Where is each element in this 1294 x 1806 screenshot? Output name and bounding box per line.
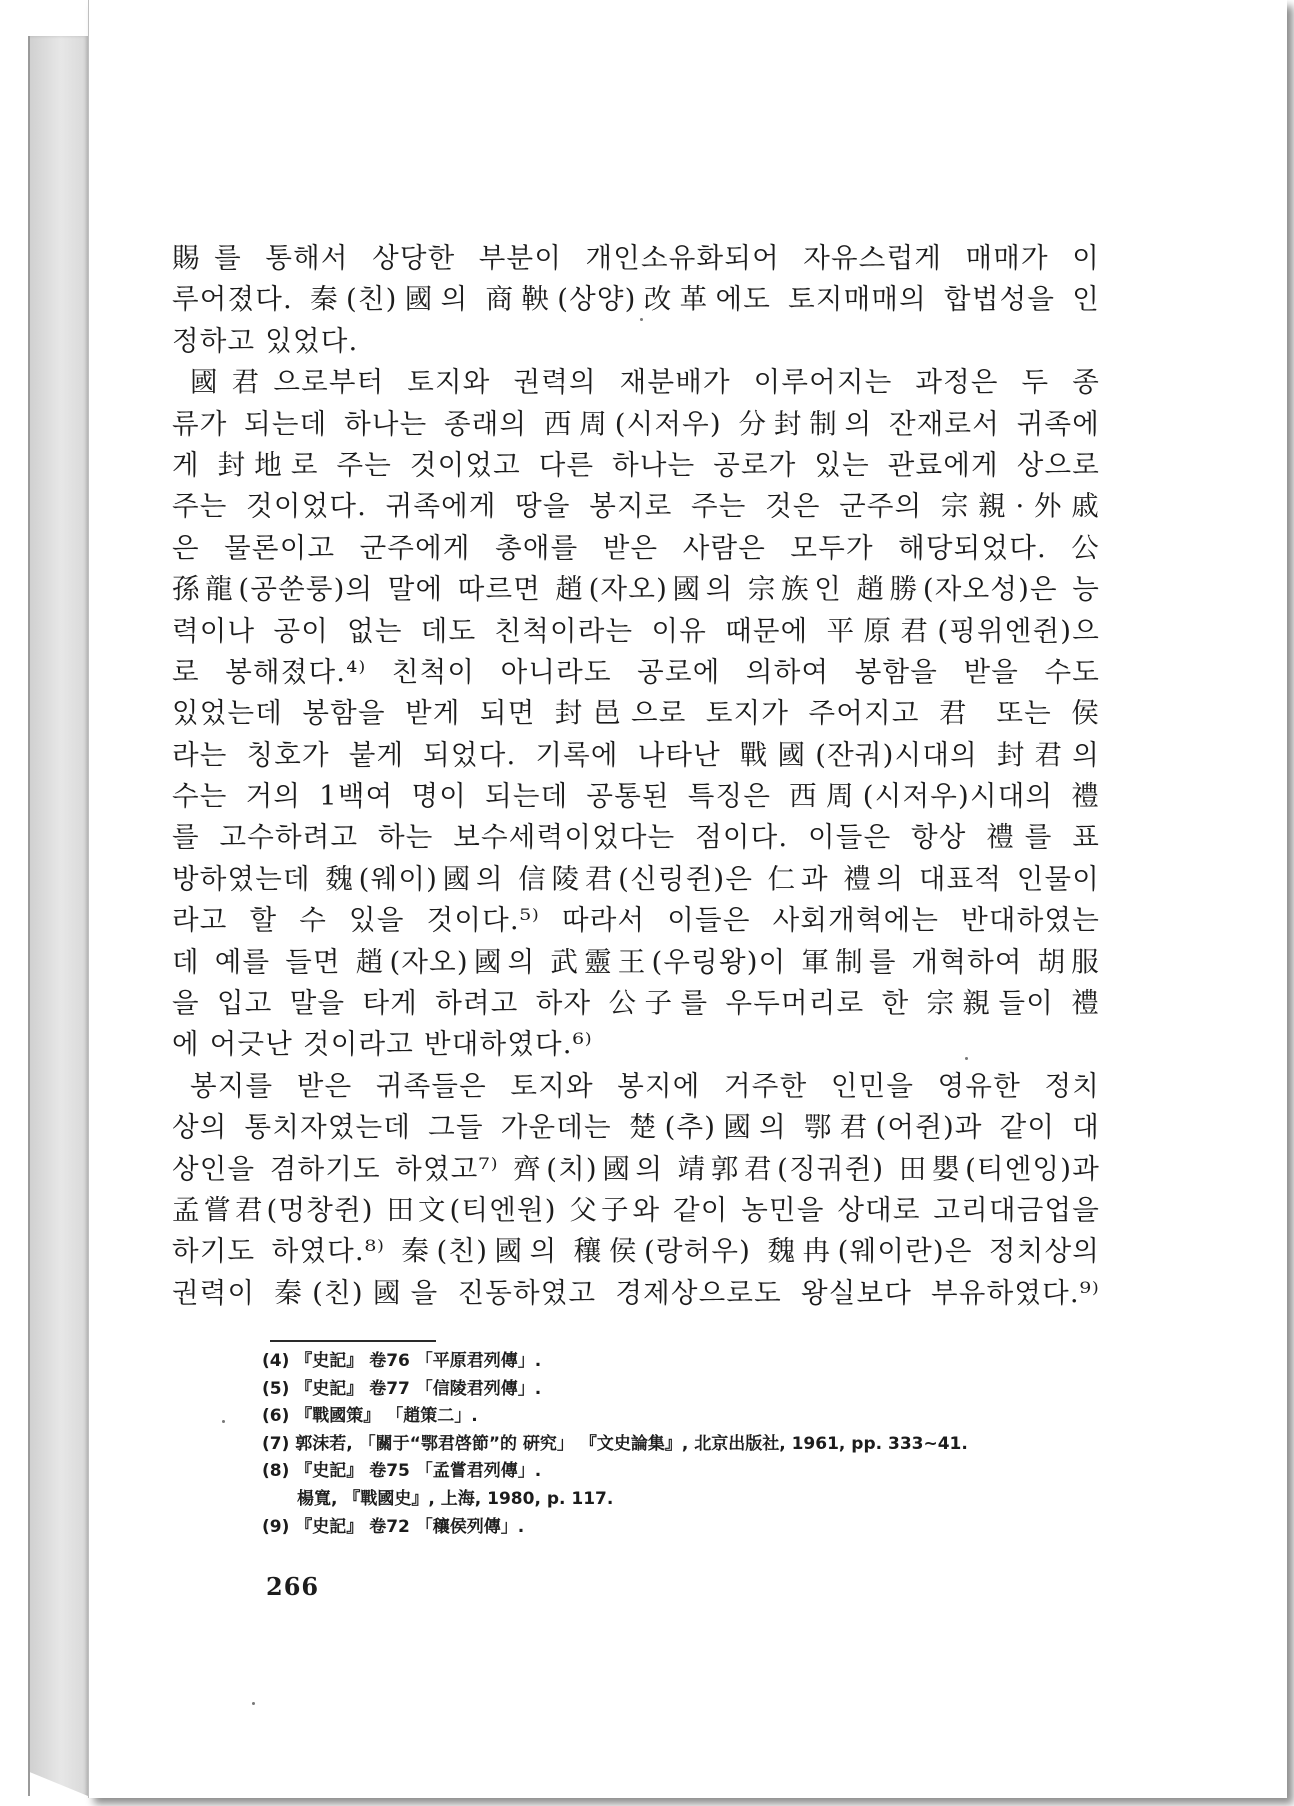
footnote-divider <box>270 1340 436 1342</box>
body-line: 봉지를 받은 귀족들은 토지와 봉지에 거주한 인민을 영유한 정치 <box>190 1069 1100 1102</box>
body-line: 에 어긋난 것이라고 반대하였다.⁶⁾ <box>172 1028 593 1061</box>
body-line: 상의 통치자였는데 그들 가운데는 楚(추)國의 鄂君(어쥔)과 같이 대 <box>172 1111 1100 1144</box>
footnote-8-continuation: 楊寬, 『戰國史』, 上海, 1980, p. 117. <box>297 1488 614 1509</box>
body-line: 을 입고 말을 타게 하려고 하자 公子를 우두머리로 한 宗親들이 禮 <box>172 987 1100 1020</box>
scan-speck <box>252 1702 255 1705</box>
body-line: 수는 거의 1백여 명이 되는데 공통된 특징은 西周(시저우)시대의 禮 <box>172 780 1100 813</box>
scan-speck <box>222 1420 225 1423</box>
body-line: 권력이 秦(친)國을 진동하였고 경제상으로도 왕실보다 부유하였다.⁹⁾ <box>172 1276 1100 1309</box>
footnote-4: (4) 『史記』 卷76 「平原君列傳」. <box>262 1351 542 1371</box>
body-line: 루어졌다. 秦(친)國의 商鞅(상양)改革에도 토지매매의 합법성을 인 <box>172 283 1100 316</box>
footnote-5: (5) 『史記』 卷77 「信陵君列傳」. <box>262 1378 542 1399</box>
book-spine-outline <box>28 36 88 1796</box>
body-line: 國君으로부터 토지와 권력의 재분배가 이루어지는 과정은 두 종 <box>190 366 1100 399</box>
body-line: 정하고 있었다. <box>172 324 359 357</box>
body-line: 라고 할 수 있을 것이다.⁵⁾ 따라서 이들은 사회개혁에는 반대하였는 <box>172 904 1100 937</box>
scan-speck <box>640 318 643 321</box>
body-line: 로 봉해졌다.⁴⁾ 친척이 아니라도 공로에 의하여 봉함을 받을 수도 <box>172 655 1100 688</box>
body-line: 를 고수하려고 하는 보수세력이었다는 점이다. 이들은 항상 禮를 표 <box>172 821 1100 854</box>
footnote-8: (8) 『史記』 卷75 「孟嘗君列傳」. <box>262 1461 542 1482</box>
footnotes <box>262 1348 1102 1541</box>
body-line: 데 예를 들면 趙(자오)國의 武靈王(우링왕)이 軍制를 개혁하여 胡服 <box>172 945 1100 978</box>
footnote-6: (6) 『戰國策』 「趙策二」. <box>262 1406 478 1427</box>
body-line: 주는 것이었다. 귀족에게 땅을 봉지로 주는 것은 군주의 宗親·外戚 <box>172 490 1100 523</box>
body-text <box>172 238 1100 1314</box>
body-line: 라는 칭호가 붙게 되었다. 기록에 나타난 戰國(잔궈)시대의 封君의 <box>172 738 1100 771</box>
footnote-7: (7) 郭沫若, 「關于“鄂君啓節”的 硏究」 『文史論集』, 北京出版社, 1961, pp. 333~41. <box>262 1433 968 1454</box>
body-line: 은 물론이고 군주에게 총애를 받은 사람은 모두가 해당되었다. 公 <box>172 531 1100 564</box>
page-number: 266 <box>266 1572 320 1601</box>
body-line: 상인을 겸하기도 하였고⁷⁾ 齊(치)國의 靖郭君(징궈쥔) 田嬰(티엔잉)과 <box>172 1152 1100 1185</box>
body-line: 방하였는데 魏(웨이)國의 信陵君(신링쥔)은 仁과 禮의 대표적 인물이 <box>172 862 1100 895</box>
scan-speck <box>965 1057 968 1060</box>
body-line: 게 封地로 주는 것이었고 다른 하나는 공로가 있는 관료에게 상으로 <box>172 448 1100 481</box>
body-line: 하기도 하였다.⁸⁾ 秦(친)國의 穰侯(랑허우) 魏冉(웨이란)은 정치상의 <box>172 1235 1100 1268</box>
footnote-9: (9) 『史記』 卷72 「穰侯列傳」. <box>262 1516 525 1537</box>
body-line: 賜를 통해서 상당한 부분이 개인소유화되어 자유스럽게 매매가 이 <box>172 242 1100 274</box>
body-line: 력이나 공이 없는 데도 친척이라는 이유 때문에 平原君(핑위엔쥔)으 <box>172 614 1100 647</box>
body-line: 孫龍(공쑨룽)의 말에 따르면 趙(자오)國의 宗族인 趙勝(자오성)은 능 <box>172 573 1100 606</box>
body-line: 孟嘗君(멍창쥔) 田文(티엔원) 父子와 같이 농민을 상대로 고리대금업을 <box>172 1193 1100 1226</box>
body-line: 있었는데 봉함을 받게 되면 封邑으로 토지가 주어지고 君 또는 侯 <box>172 697 1100 730</box>
body-line: 류가 되는데 하나는 종래의 西周(시저우) 分封制의 잔재로서 귀족에 <box>172 407 1100 440</box>
